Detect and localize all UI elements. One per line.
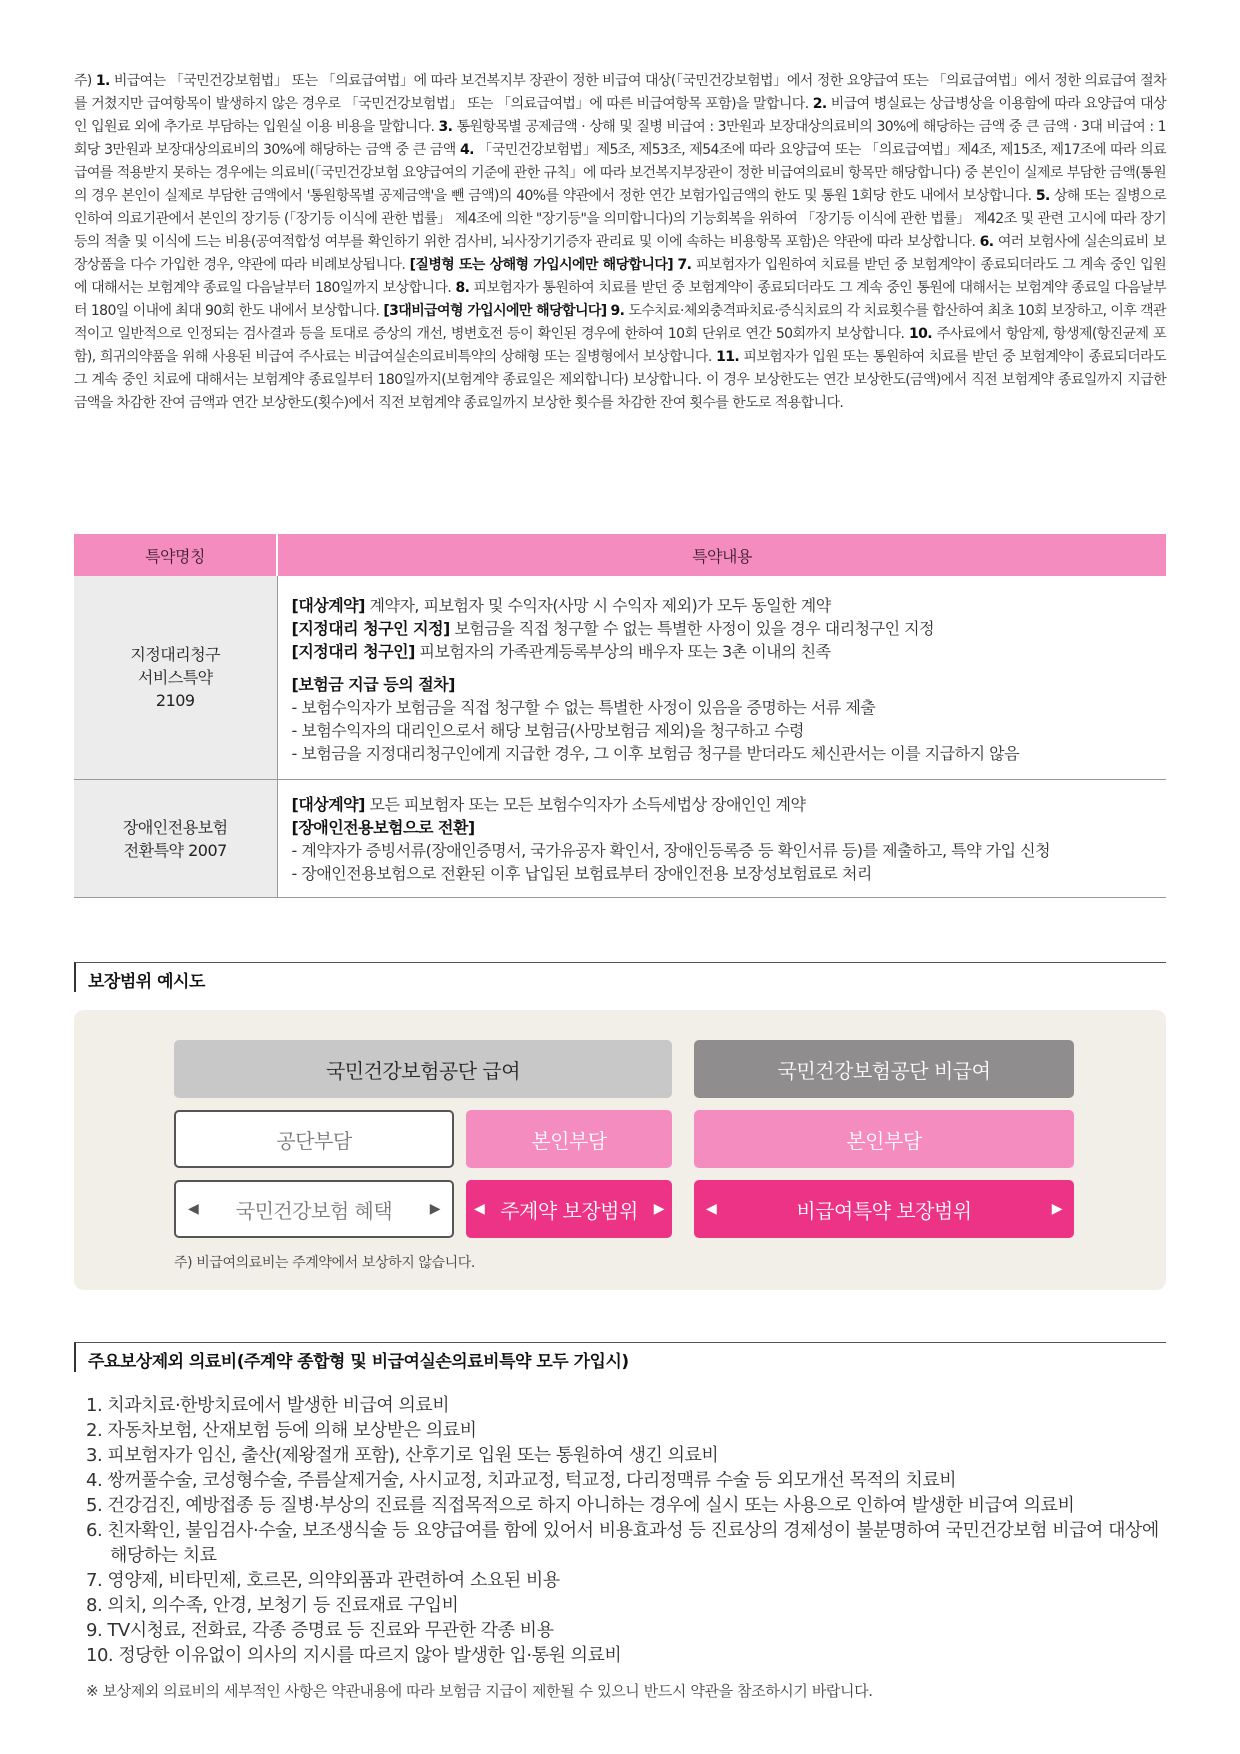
footnote-marker: [3대비급여형 가입시에만 해당합니다] [383, 303, 607, 319]
content-line [292, 793, 1153, 816]
rider-name-line: 서비스특약 [137, 668, 213, 687]
footnote-marker: 11. [716, 349, 740, 365]
footnote-marker: 5. [1035, 188, 1050, 204]
triangle-left-icon: ◀ [474, 1201, 485, 1217]
rider-content-cell [277, 576, 1166, 780]
content-line [292, 673, 1153, 696]
footnote-marker: 1. [95, 73, 110, 89]
rider-scope-box [694, 1180, 1074, 1238]
list-item: 5. 건강검진, 예방접종 등 질병·부상의 진료를 직접목적으로 하지 아니하는 경우에 실시 또는 사용으로 인하여 발생한 비급여 의료비 [86, 1495, 1075, 1516]
exclusions-note: ※ 보상제외 의료비의 세부적인 사항은 약관내용에 따라 보험금 지급이 제한될 수 있으니 반드시 약관을 참조하시기 바랍니다. [86, 1682, 873, 1700]
content-block [292, 673, 1153, 765]
footnote-text: 피보험자가 입원하여 치료를 받던 중 보험계약이 종료되더라도 그 계속 중인 입원에 대해서는 보험계약 종료일 다음날부터 180일까지 보상합니다. [74, 257, 1167, 296]
footnote-marker: 4. [459, 142, 474, 158]
content-text: 보험금을 직접 청구할 수 없는 특별한 사정이 있을 경우 대리청구인 지정 [449, 619, 935, 638]
content-label: [지정대리 청구인] [291, 642, 415, 661]
coverage-section-title: 보장범위 예시도 [74, 962, 1166, 992]
exclusions-section-title: 주요보상제외 의료비(주계약 종합형 및 비급여실손의료비특약 모두 가입시) [74, 1342, 1166, 1372]
footnote-text: 비급여 병실료는 상급병상을 이용함에 따라 요양급여 대상인 입원료 외에 추가로 부담하는 입원실 이용 비용을 말합니다. [74, 96, 1166, 135]
footnotes-paragraph [74, 70, 1166, 415]
content-text: 계약자, 피보험자 및 수익자(사망 시 수익자 제외)가 모두 동일한 계약 [364, 596, 831, 615]
rider-name-header: 특약명칭 [74, 534, 277, 576]
triangle-left-icon: ◀ [706, 1201, 717, 1217]
table-row [74, 780, 1166, 898]
nhi-benefit-box [174, 1180, 454, 1238]
footnote-marker: 9. [610, 303, 625, 319]
rider-name-cell [74, 780, 277, 898]
content-line: - 보험금을 지정대리청구인에게 지급한 경우, 그 이후 보험금 청구를 받더라도 체신관서는 이를 지급하지 않음 [291, 744, 1020, 763]
footnote-text: 주) [74, 73, 96, 89]
content-line: - 보험수익자의 대리인으로서 해당 보험금(사망보험금 제외)을 청구하고 수령 [291, 721, 804, 740]
footnote-text: 「국민건강보험법」제5조, 제53조, 제54조에 따라 요양급여 또는 「의료급여법」제4조, 제15조, 제17조에 따라 의료급여를 적용받지 못하는 경우에는 의료비(「국민건강보험 요양급여의 기준에 관한 규칙」에 따라 보건복지부장관이 정한 비급여의료비 항목만 해당합니다) 중 본인이 실제로 부담한 금액(통원의 경우 본인이 실제로 부담한 금액에서 '통원항목별 공제금액'을 뺀 금액)의 40%를 약관에서 정한 연간 보험가입금액의 한도 및 통원 1회당 한도 내에서 보상합니다. [74, 142, 1166, 204]
main-scope-label: 주계약 보장범위 [500, 1198, 638, 1223]
triangle-right-icon: ▶ [1051, 1201, 1062, 1217]
footnote-text: 피보험자가 입원 또는 통원하여 치료를 받던 중 보험계약이 종료되더라도 그 계속 중인 치료에 대해서는 보험계약 종료일부터 180일까지(보험계약 종료일은 제외합니다) 보상합니다. 이 경우 보상한도는 연간 보상한도(금액)에서 직전 보험계약 종료일까지 지급한 금액을 차감한 잔여 금액과 연간 보상한도(횟수)에서 직전 보험계약 종료일까지 보상한 횟수를 차감한 잔여 횟수를 한도로 적용합니다. [74, 349, 1166, 411]
content-line [292, 640, 1153, 663]
footnote-text: 통원항목별 공제금액 · 상해 및 질병 비급여 : 3만원과 보장대상의료비의 30%에 해당하는 금액 중 큰 금액 · 3대 비급여 : 1회당 3만원과 보장대상의료비의 30%에 해당하는 금액 중 큰 금액 [74, 119, 1166, 158]
footnote-text: 여러 보험사에 실손의료비 보장상품을 다수 가입한 경우, 약관에 따라 비례보상됩니다. [74, 234, 1166, 273]
footnote-marker: 7. [677, 257, 692, 273]
content-label: [대상계약] [291, 794, 365, 814]
rider-name-line: 전환특약 2007 [123, 840, 227, 860]
footnote-marker: 8. [455, 280, 470, 296]
triangle-right-icon: ▶ [429, 1201, 440, 1217]
footnote-marker: [질병형 또는 상해형 가입시에만 해당합니다] [409, 257, 674, 273]
content-label: [장애인전용보험으로 전환] [291, 817, 475, 837]
triangle-left-icon: ◀ [188, 1201, 199, 1217]
rider-name-cell [74, 576, 277, 780]
covered-header: 국민건강보험공단 급여 [174, 1040, 672, 1098]
footnote-marker: 6. [979, 234, 994, 250]
rider-content-header: 특약내용 [277, 534, 1166, 576]
list-item: 8. 의치, 의수족, 안경, 보청기 등 진료재료 구입비 [86, 1595, 459, 1616]
table-row [74, 576, 1166, 780]
list-item: 4. 쌍꺼풀수술, 코성형수술, 주름살제거술, 사시교정, 치과교정, 턱교정, 다리정맥류 수술 등 외모개선 목적의 치료비 [86, 1470, 957, 1491]
footnote-text: 도수치료·체외충격파치료·증식치료의 각 치료횟수를 합산하여 최초 10회 보장하고, 이후 객관적이고 일반적으로 인정되는 검사결과 등을 토대로 증상의 개선, 병변호전 등이 확인된 경우에 한하여 10회 단위로 연간 50회까지 보상합니다. [74, 303, 1166, 342]
exclusions-list [86, 1393, 1168, 1668]
triangle-right-icon: ▶ [653, 1201, 664, 1217]
list-item: 7. 영양제, 비타민제, 호르몬, 의약외품과 관련하여 소요된 비용 [86, 1570, 560, 1591]
footnote-marker: 3. [438, 119, 453, 135]
rider-name-line: 장애인전용보험 [122, 817, 228, 837]
footnote-marker: 10. [908, 326, 932, 342]
footnote-marker: 2. [812, 96, 827, 112]
content-line: - 계약자가 증빙서류(장애인증명서, 국가유공자 확인서, 장애인등록증 등 확인서류 등)를 제출하고, 특약 가입 신청 [291, 840, 1051, 860]
content-line: - 보험수익자가 보험금을 직접 청구할 수 없는 특별한 사정이 있음을 증명하는 서류 제출 [291, 698, 876, 717]
self-pay-covered-box: 본인부담 [466, 1110, 672, 1168]
content-text: 모든 피보험자 또는 모든 보험수익자가 소득세법상 장애인인 계약 [364, 794, 806, 814]
content-label: [대상계약] [291, 596, 365, 615]
list-item: 2. 자동차보험, 산재보험 등에 의해 보상받은 의료비 [86, 1420, 477, 1441]
content-label: [보험금 지급 등의 절차] [291, 675, 455, 694]
rider-name-line: 지정대리청구 [130, 645, 221, 664]
content-line [292, 594, 1153, 617]
rider-name-line: 2109 [155, 691, 195, 710]
noncovered-header: 국민건강보험공단 비급여 [694, 1040, 1074, 1098]
rider-table [74, 534, 1166, 898]
footnote-text: 비급여는 「국민건강보험법」 또는 「의료급여법」에 따라 보건복지부 장관이 정한 비급여 대상(「국민건강보험법」에서 정한 요양급여 또는 「의료급여법」에서 정한 의료급여 절차를 거쳤지만 급여항목이 발생하지 않은 경우로 「국민건강보험법」 또는 「의료급여법」에 따른 비급여항목 포함)을 말합니다. [74, 73, 1166, 112]
list-item: 9. TV시청료, 전화료, 각종 증명료 등 진료와 무관한 각종 비용 [86, 1620, 554, 1641]
content-line [292, 617, 1153, 640]
content-text: 피보험자의 가족관계등록부상의 배우자 또는 3촌 이내의 친족 [414, 642, 831, 661]
nhi-benefit-label: 국민건강보험 혜택 [235, 1198, 393, 1223]
coverage-diagram [74, 1010, 1166, 1290]
self-pay-noncovered-box: 본인부담 [694, 1110, 1074, 1168]
list-item: 3. 피보험자가 임신, 출산(제왕절개 포함), 산후기로 입원 또는 통원하여 생긴 의료비 [86, 1445, 719, 1466]
content-line: - 장애인전용보험으로 전환된 이후 납입된 보험료부터 장애인전용 보장성보험료로 처리 [291, 863, 872, 883]
coverage-note: 주) 비급여의료비는 주계약에서 보상하지 않습니다. [174, 1255, 475, 1271]
list-item: 6. 친자확인, 불임검사·수술, 보조생식술 등 요양급여를 함에 있어서 비용효과성 등 진료상의 경제성이 불분명하여 국민건강보험 비급여 대상에 해당하는 치료 [86, 1520, 1159, 1566]
footnote-text: 주사료에서 항암제, 항생제(항진균제 포함), 희귀의약품을 위해 사용된 비급여 주사료는 비급여실손의료비특약의 상해형 또는 질병형에서 보상합니다. [74, 326, 1166, 365]
content-line [292, 816, 1153, 839]
list-item: 10. 정당한 이유없이 의사의 지시를 따르지 않아 발생한 입·통원 의료비 [86, 1645, 622, 1666]
public-share-box: 공단부담 [174, 1110, 454, 1168]
rider-scope-label: 비급여특약 보장범위 [796, 1198, 972, 1223]
footnote-text: 상해 또는 질병으로 인하여 의료기관에서 본인의 장기등 (「장기등 이식에 관한 법률」 제4조에 의한 "장기등"을 의미합니다)의 기능회복을 위하여 「장기등 이식에 관한 법률」 제42조 및 관련 고시에 따라 장기등의 적출 및 이식에 드는 비용(공여적합성 여부를 확인하기 위한 검사비, 뇌사장기기증자 관리료 및 이에 속하는 비용항목 포함)은 약관에 따라 보상합니다. [74, 188, 1167, 250]
content-label: [지정대리 청구인 지정] [291, 619, 450, 638]
list-item: 1. 치과치료·한방치료에서 발생한 비급여 의료비 [86, 1395, 450, 1416]
main-scope-box [466, 1180, 672, 1238]
footnote-text: 피보험자가 통원하여 치료를 받던 중 보험계약이 종료되더라도 그 계속 중인 통원에 대해서는 보험계약 종료일 다음날부터 180일 이내에 최대 90회 한도 내에서 보상합니다. [74, 280, 1166, 319]
rider-content-cell [277, 780, 1166, 898]
